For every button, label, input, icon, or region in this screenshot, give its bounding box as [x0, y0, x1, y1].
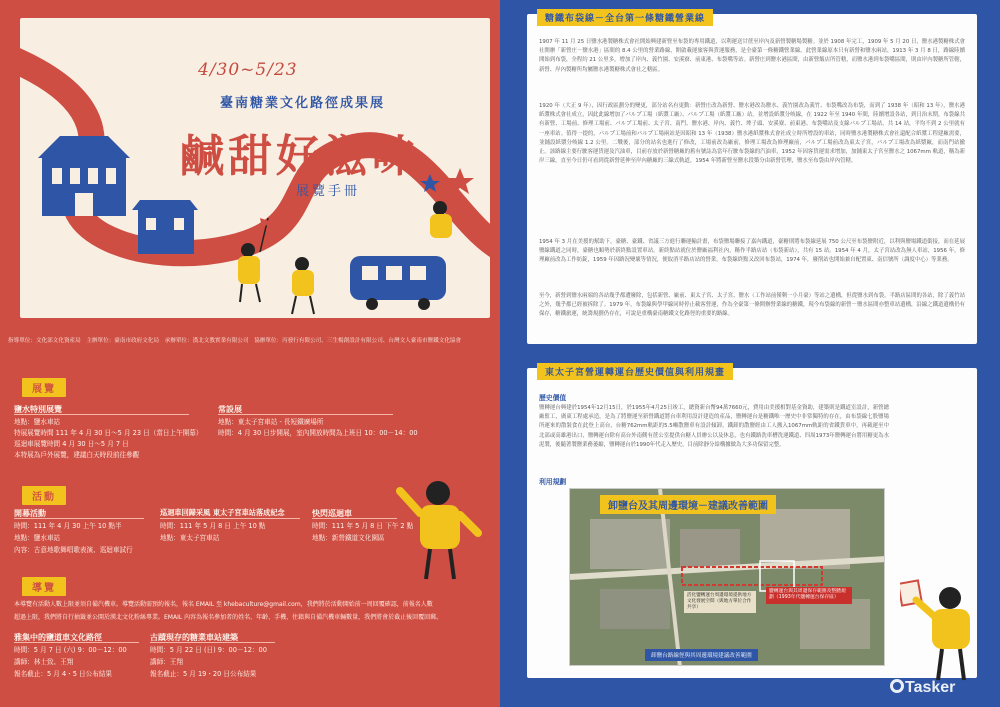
- guide-intro: 超過上限，我們將自行抽籤並公開於漢北文化粉絲專業。EMAIL 內容為報名參加者的姓名、年齡、手機、住籍與自備汽機車輛數量，我們將會於截止後回覆回郵。: [14, 614, 443, 621]
- opening-line: 地點：鹽水車站: [14, 534, 61, 542]
- opening-line: 時間：111 年 4 月 30 上午 10 點半: [14, 522, 122, 530]
- tour1-line: 講師：林士致、王翔: [14, 658, 74, 666]
- logo-text: Tasker: [905, 679, 956, 696]
- exhibition-title: 鹹甜好滋味: [180, 131, 420, 182]
- tour2-title: 古蹟現存的糖業車站建築: [150, 633, 238, 642]
- person-waving-icon: [390, 475, 490, 585]
- history-card: [527, 14, 977, 344]
- exhibit-tag: 展覽: [22, 378, 66, 397]
- tour2-line: 時間：5 月 22 日 (日) 9：00－12：00: [150, 646, 267, 654]
- credits-line: 指導單位：文化部文化資產局 主辦單位：臺南市政府文化局 承辦單位：漢北文教實業有限公司 協辦單位：丙發行有限公司、三生楊創設計有限公司、台灣文人臺南市鹽鐵文化協會: [8, 338, 462, 344]
- divider: [160, 518, 300, 519]
- tour1-title: 雅集中的鹽道車文化路徑: [14, 633, 102, 642]
- aerial-map-graphic: [570, 489, 885, 666]
- right-panel: [500, 0, 1000, 707]
- handbook-label: 展覽手冊: [296, 184, 361, 199]
- exhibition-date: 4/30~5/23: [198, 60, 298, 80]
- tasker-logo: [890, 679, 955, 697]
- divider: [312, 518, 397, 519]
- person-with-sign-icon: [900, 576, 990, 686]
- history-card-tag: 糖鐵布袋線－全台第一條糖鐵營業線: [537, 9, 713, 26]
- exhibition-subtitle: 臺南糖業文化路徑成果展: [220, 96, 386, 111]
- history-value-text: 鹽轉運台興建於1954年12月15日，於1955年4月25日竣工，總資新台幣94萬7660元，費用由美援相對基金資助，建築則是鐵道室設計，新營總廠監工，廣東工程處承造，是為了將鹽運至新營鐵道將台車利用設計建造的產品，鹽轉運台是糖鐵唯一歷史中非常獨特的存在，由布袋線七股鹽場所運來的散裝食在此登上高台，台糖762mm軌距的5.5噸散鹽車有設計傾卸，鐵卸的散鹽經由工人搬入1067mm軌距的省鐵貨車中，再載運至中北部或高雄港出口，鹽轉運台除有高台外南側有蔗公室提供台糖人員辦公以及休息，也有鐵路洗車槽洗運鐵道、四周1973年鹽轉運台將用糖更為水泥製，後隨著製鹽業務萎縮，鹽轉運台於1990年代走入歷史，目前除靜分給構據做為大多功保留完整。: [539, 405, 889, 448]
- history-paragraph: 至今，新營到鹽水兩端的各站幾乎都遭廢除，包括新營、廠前、東太子宮、太子宮、鹽水（工作站前僅剩一小月臺）等站之遺構，但從鹽水到布袋，半路店區間的各站，除了義竹站之外，幾乎都已經被拆除了。1979 年，布袋線與學甲線同時停止載客營運，作為全臺第一條開辦營業線的糖鐵，現今布袋線的新營－鹽水區間亦整車站遺構，沿線之鐵道遺構仍有保存，糖鐵旅運，統籌規劃仍存在，可說是重構臺南糖鐵文化路徑的重要的路線。: [539, 293, 965, 318]
- tour1-line: 報名截止：5 月 4・5 日公布結果: [14, 670, 112, 678]
- cover-poster: [20, 18, 490, 318]
- permanent-exhibit-title: 常設展: [218, 405, 242, 414]
- map-note-box: 活化鹽轉運台周邊環境提供地方文化發展空間（與地方單位合作共享）: [684, 591, 756, 613]
- divider: [150, 642, 275, 643]
- cruise-line: 時間：111 年 5 月 8 日 上午 10 點: [160, 522, 266, 530]
- map-red-box: 鹽轉運台與其周邊保存範圍及整體規劃（1993年代鹽轉運台保存區）: [766, 587, 852, 604]
- divider: [14, 414, 189, 415]
- permanent-line: 地點：東太子宮車站 - 長短鐵廣場所: [218, 418, 324, 426]
- history-value-title: 歷史價值: [539, 394, 567, 402]
- special-line: 本特展為戶外展覽，建議白天時段前往參觀: [14, 451, 140, 459]
- closing-line: 地點：新營鐵道文化園區: [312, 534, 385, 542]
- closing-title: 快閃巡迴車: [312, 509, 352, 518]
- station-building-icon: [38, 136, 130, 216]
- divider: [14, 642, 139, 643]
- divider: [218, 414, 393, 415]
- guide-tag: 導覽: [22, 577, 66, 596]
- train-icon: [350, 256, 446, 310]
- cruise-line: 地點：東太子宮車站: [160, 534, 220, 542]
- logo-ring-icon: [890, 679, 904, 693]
- map-title-label: 卸鹽台及其周邊環境－建議改善範圍: [600, 495, 776, 514]
- transfer-card-tag: 東太子宮營運轉運台歷史價值與利用規畫: [537, 363, 733, 380]
- divider: [14, 518, 144, 519]
- tour2-line: 報名截止：5 月 19・20 日公布結果: [150, 670, 257, 678]
- kiosk-building-icon: [132, 200, 198, 254]
- cruise-title: 巡迴車回歸采風 東太子宮車站落成紀念: [160, 508, 285, 517]
- person-walking-icon: [292, 257, 314, 314]
- history-paragraph: 1954 年 3 月在美援的幫助下，臺糖、臺鐵、省議三方進行聯運輸計畫，布袋鹽場聯接了嘉內鐵道，臺糖則將布袋線延展 750 公尺至布袋鹽附近，以利與鹽場鐵道銜接，而在延展鹽線鐵道之同時，臺糖也順勢於新終點設置車站，新終點站就位於鹽廠福利社內，稱作半路店站（布袋新站），共有 15 站。1954 年 4 月，太子宮站改為無人車站，1956 年，修理廠前改為工作紡錠，1959 年因路況變壞等情況，便取消半路店站的營業，布袋線終點又改回布袋站，1974 年，廢削站也開始兼自配置東、南信號所（調度中心）等業務。: [539, 239, 965, 264]
- tour2-line: 講師：王翔: [150, 658, 183, 666]
- activity-tag: 活動: [22, 486, 66, 505]
- special-line: 特展展覽時間 111 年 4 月 30 日～5 月 23 日（當日上午開幕）: [14, 429, 203, 437]
- special-line: 巡迴車展覽時間 4 月 30 日～5 月 7 日: [14, 440, 129, 448]
- special-line: 地點：鹽水車站: [14, 418, 61, 426]
- opening-title: 開幕活動: [14, 509, 46, 518]
- closing-line: 時間：111 年 5 月 8 日 下午 2 點: [312, 522, 414, 530]
- usage-plan-title: 利用規劃: [539, 478, 567, 486]
- map-caption: 卸鹽台路線徑與其周邊環境建議改善範圍: [645, 649, 758, 661]
- aerial-map-image: [569, 488, 885, 666]
- guide-intro: 本導覽有活動人數上限並須自備汽機車。導覽活動需預約報名，報名 EMAIL 至 khebaculture@gmail.com，我們將於活動開始前一周回覆確認，前報名人數: [14, 601, 433, 608]
- tour1-line: 時間：5 月 7 日 (六) 9：00－12：00: [14, 646, 127, 654]
- opening-line: 內容：古意地歌舞唱歌表演、巡迴車試行: [14, 546, 133, 554]
- permanent-line: 時間：4 月 30 日步開展，室內開放時間為上班日 10：00－14：00: [218, 429, 418, 437]
- history-paragraph: 1907 年 11 月 25 日鹽水港製糖株式會社開始興建新營至布袋的專用鐵道，以利運送甘蔗至岸內及新營製糖場製糖。並於 1908 年完工，1909 年 5 月 20 日，鹽水港製糖株式會社開辦「新營庄－鹽水港」區間的 8.4 公里的營業路線，開啟載運旅客與貨運服務，是全臺第一條糖鐵營業線。此營業線原本只有新營和鹽水兩站，1913 年 3 月 8 日，路線陸續開始到布袋，全程約 21 公里多，增加了岸內、義竹園、安溪寮、前東港、布袋嘴等站。新營庄到鹽水港區間，由新營飯店所管轄，而鹽水港到布袋嘴區間，則由岸內製糖所管轄，新營、岸內製糖所均屬鹽水港製糖株式會社之轄區。: [539, 39, 965, 73]
- special-exhibit-title: 鹽水特別展覽: [14, 405, 62, 414]
- history-paragraph: 1920 年（大正 9 年），因行政區劃分的變更，部分站名有更動：新營庄改為新營、鹽水港改為鹽水、義竹園改為義竹、布袋嘴改為布袋，而到了 1938 年（昭和 13 年），鹽水港紙漿株式會社成立，因此此線增加了パルプ工場（紙漿工廠）、パルプ工場（紙漿工廠）站。並增設紙漿分岐線，在 1922 年至 1940 年間，陸續增設各站，到日治末期，布袋線共有新營、工場前、修理工場前、パルプ工場前、太子宮、南門、鹽水港、岸內、義竹、埤子頭、安溪寮、前東港、布袋嘴站及支線パルプ工場站，共 14 站，平均不到 2 公里就有一座車站。值得一提的，パルプ工場前和パルプ工場兩站是因昭和 13 年（1938）鹽水港紙漿株式會社成立時所增設的車站，同時鹽水港製糖株式會社還配合紙漿工程建廠需要，並鋪設紙漿分岐線 1.2 公里。二戰後，部分的站名也進行了修改，工場前改為廠前，修理工場改為修理廠前，パルプ工場前改為東太子宮，パルプ工場改為紙漿廠，而南門站撤止。該路線主要行駛客運貨運及汽油車，目前存放於新營糖廠的舊有號誌為當年行駛布袋線的汽油車，1952 年因客貨運需求增加，加鋪東太子宮至鹽水之 1067mm 軌道，稱為新岸三線，直至今日仍可看到從新營延伸至岸內糖廠的三線式軌道，1954 年將新營至鹽水段築分由新營管理，鹽水至布袋由岸內管轄。: [539, 103, 965, 165]
